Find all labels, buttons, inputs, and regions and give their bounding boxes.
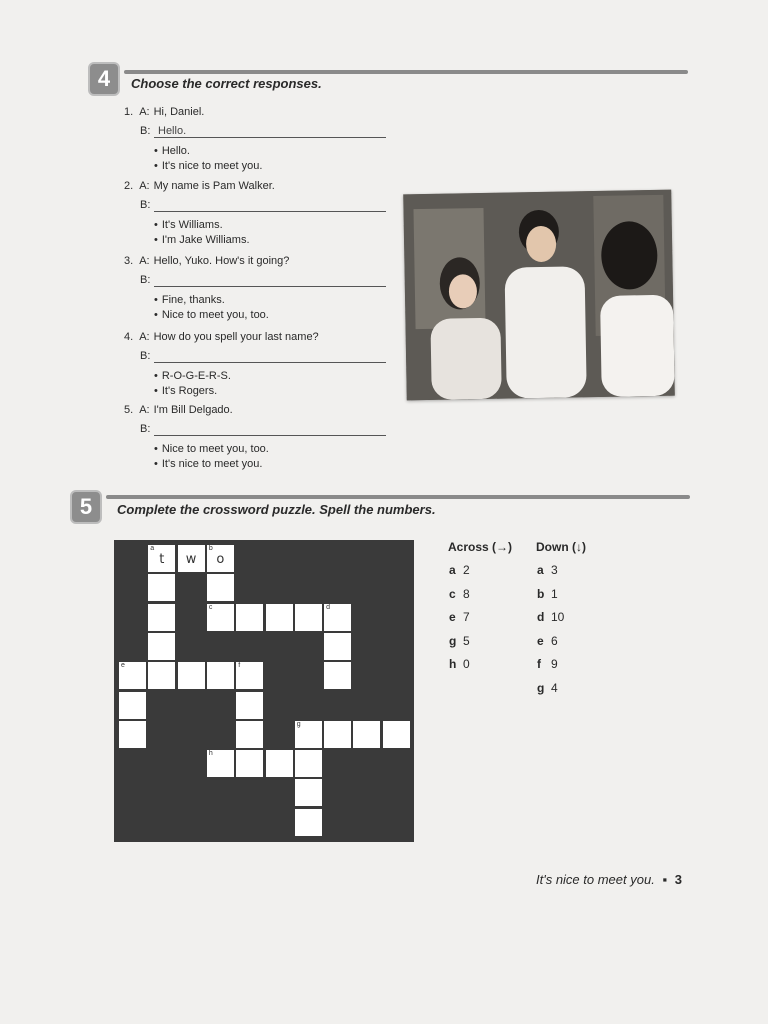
crossword-cell[interactable] bbox=[177, 661, 206, 690]
footer-bullet: ▪ bbox=[662, 872, 668, 887]
answer-underline bbox=[154, 362, 386, 363]
speaker-a-text: I'm Bill Delgado. bbox=[153, 404, 233, 416]
response-option[interactable]: • I'm Jake Williams. bbox=[154, 234, 250, 246]
answer-underline bbox=[154, 286, 386, 287]
crossword-cell[interactable] bbox=[118, 691, 147, 720]
response-option[interactable]: • It's Williams. bbox=[154, 219, 223, 231]
footer-text: It's nice to meet you. bbox=[536, 872, 655, 887]
clue-letter: b bbox=[208, 545, 213, 552]
exercise-4-title: Choose the correct responses. bbox=[131, 76, 322, 91]
clue-value: 0 bbox=[463, 657, 470, 671]
response-line-2 bbox=[140, 199, 390, 213]
across-heading: Across (→) bbox=[448, 540, 513, 554]
crossword-cell[interactable] bbox=[118, 661, 147, 690]
response-option[interactable]: • It's nice to meet you. bbox=[154, 458, 262, 470]
response-line-5 bbox=[140, 423, 390, 437]
clue-value: 9 bbox=[551, 657, 558, 671]
question-number: 2. bbox=[124, 180, 134, 192]
crossword-cell[interactable] bbox=[147, 603, 176, 632]
exercise-4-rule bbox=[124, 70, 688, 74]
crossword-cell[interactable] bbox=[206, 573, 235, 602]
speaker-a-text: Hello, Yuko. How's it going? bbox=[153, 255, 290, 267]
crossword-cell[interactable] bbox=[235, 603, 264, 632]
clue-key: b bbox=[537, 586, 545, 601]
clue-letter: h bbox=[208, 750, 213, 758]
clue-key: g bbox=[537, 680, 545, 695]
crossword-cell[interactable] bbox=[206, 603, 235, 632]
crossword-cell[interactable] bbox=[235, 691, 264, 720]
crossword-cell[interactable] bbox=[294, 808, 323, 837]
crossword-grid bbox=[114, 540, 414, 842]
question-number: 1. bbox=[124, 106, 134, 118]
clue-value: 5 bbox=[463, 633, 470, 648]
response-option[interactable]: • Nice to meet you, too. bbox=[154, 443, 269, 455]
clue-row bbox=[537, 634, 558, 648]
answer-underline bbox=[154, 211, 386, 212]
crossword-cell[interactable] bbox=[147, 632, 176, 661]
speaker-b-label: B: bbox=[140, 423, 151, 435]
crossword-cell[interactable] bbox=[206, 661, 235, 690]
clue-row bbox=[537, 587, 558, 601]
crossword-cell[interactable] bbox=[177, 544, 206, 573]
crossword-cell[interactable] bbox=[265, 749, 294, 778]
question-number: 4. bbox=[124, 331, 134, 343]
response-option[interactable]: • It's Rogers. bbox=[154, 385, 217, 397]
clue-key: e bbox=[449, 610, 456, 624]
clue-letter: a bbox=[150, 545, 155, 552]
speaker-a-text: Hi, Daniel. bbox=[153, 106, 205, 118]
response-option[interactable]: • Hello. bbox=[154, 145, 190, 157]
clue-row bbox=[537, 610, 564, 624]
crossword-cell[interactable] bbox=[235, 720, 264, 749]
down-heading: Down (↓) bbox=[536, 540, 586, 554]
crossword-cell[interactable] bbox=[294, 603, 323, 632]
clue-value: 6 bbox=[551, 633, 558, 648]
crossword-cell[interactable] bbox=[323, 720, 352, 749]
crossword-cell[interactable] bbox=[265, 603, 294, 632]
clue-row bbox=[537, 563, 558, 577]
cell-letter: w bbox=[185, 552, 197, 567]
question-5 bbox=[124, 404, 233, 416]
clue-row bbox=[449, 610, 470, 624]
question-2 bbox=[124, 180, 275, 192]
response-option[interactable]: • It's nice to meet you. bbox=[154, 160, 262, 172]
question-number: 3. bbox=[124, 255, 134, 267]
clue-row bbox=[449, 563, 470, 577]
response-line-3 bbox=[140, 274, 390, 288]
crossword-cell[interactable] bbox=[294, 749, 323, 778]
crossword-cell[interactable] bbox=[323, 632, 352, 661]
speaker-a-label: A: bbox=[139, 106, 150, 118]
answer-underline bbox=[154, 435, 386, 436]
speaker-b-label: B: bbox=[140, 274, 151, 286]
answer-underline bbox=[154, 137, 386, 138]
speaker-a-text: How do you spell your last name? bbox=[153, 331, 319, 343]
question-number: 5. bbox=[124, 404, 134, 416]
crossword-cell[interactable] bbox=[206, 544, 235, 573]
clue-letter: e bbox=[121, 662, 125, 670]
response-option[interactable]: • R-O-G-E-R-S. bbox=[154, 370, 231, 382]
question-1 bbox=[124, 106, 204, 118]
clue-value: 2 bbox=[463, 563, 470, 577]
clue-letter: g bbox=[296, 720, 301, 728]
clue-key: e bbox=[537, 633, 544, 648]
crossword-cell[interactable] bbox=[382, 720, 411, 749]
cell-letter: o bbox=[216, 552, 225, 567]
crossword-cell[interactable] bbox=[235, 749, 264, 778]
exercise-5-rule bbox=[106, 495, 690, 499]
crossword-cell[interactable] bbox=[147, 544, 176, 573]
crossword-cell[interactable] bbox=[206, 749, 235, 778]
clue-key: g bbox=[449, 633, 457, 648]
clue-value: 8 bbox=[463, 586, 470, 601]
cell-letter: t bbox=[159, 552, 165, 567]
speaker-b-label: B: bbox=[140, 350, 151, 362]
crossword-cell[interactable] bbox=[323, 603, 352, 632]
speaker-b-label: B: bbox=[140, 199, 151, 211]
page-footer bbox=[536, 872, 682, 887]
crossword-cell[interactable] bbox=[323, 661, 352, 690]
page-number: 3 bbox=[674, 872, 682, 887]
clue-letter: d bbox=[326, 603, 330, 611]
speaker-a-label: A: bbox=[139, 255, 150, 267]
clue-letter: c bbox=[208, 603, 213, 611]
clue-key: h bbox=[449, 657, 457, 671]
crossword-cell[interactable] bbox=[294, 778, 323, 807]
crossword-cell[interactable] bbox=[147, 573, 176, 602]
clue-value: 3 bbox=[551, 563, 558, 577]
response-option[interactable]: • Nice to meet you, too. bbox=[154, 309, 269, 321]
speaker-b-label: B: bbox=[140, 125, 151, 137]
clue-row bbox=[537, 657, 558, 671]
crossword-cell[interactable] bbox=[235, 661, 264, 690]
clue-value: 7 bbox=[463, 610, 470, 624]
clue-row bbox=[449, 657, 470, 671]
photo-people-meeting bbox=[403, 190, 675, 401]
clue-key: c bbox=[449, 586, 456, 601]
clue-value: 10 bbox=[551, 610, 565, 624]
clue-key: f bbox=[537, 657, 541, 671]
clue-letter: f bbox=[238, 662, 241, 670]
crossword-cell[interactable] bbox=[352, 720, 381, 749]
speaker-a-label: A: bbox=[139, 404, 150, 416]
question-4 bbox=[124, 331, 319, 343]
exercise-4-badge: 4 bbox=[88, 62, 120, 96]
response-line-1 bbox=[140, 125, 390, 139]
exercise-5-title: Complete the crossword puzzle. Spell the numbers. bbox=[117, 502, 436, 517]
clue-row bbox=[449, 587, 470, 601]
clue-key: a bbox=[449, 563, 456, 577]
clue-row bbox=[537, 681, 558, 695]
exercise-5-badge: 5 bbox=[70, 490, 102, 524]
clue-row bbox=[449, 634, 470, 648]
crossword-cell[interactable] bbox=[147, 661, 176, 690]
speaker-a-label: A: bbox=[139, 331, 150, 343]
response-line-4 bbox=[140, 350, 390, 364]
question-3 bbox=[124, 255, 289, 267]
clue-value: 1 bbox=[551, 586, 558, 601]
response-option[interactable]: • Fine, thanks. bbox=[154, 294, 225, 306]
answer-input[interactable]: Hello. bbox=[158, 125, 187, 137]
crossword-cell[interactable] bbox=[294, 720, 323, 749]
clue-key: d bbox=[537, 610, 545, 624]
clue-value: 4 bbox=[551, 680, 558, 695]
speaker-a-text: My name is Pam Walker. bbox=[153, 180, 275, 192]
speaker-a-label: A: bbox=[139, 180, 150, 192]
photo-illustration bbox=[403, 190, 675, 401]
clue-key: a bbox=[537, 563, 544, 577]
crossword-cell[interactable] bbox=[118, 720, 147, 749]
